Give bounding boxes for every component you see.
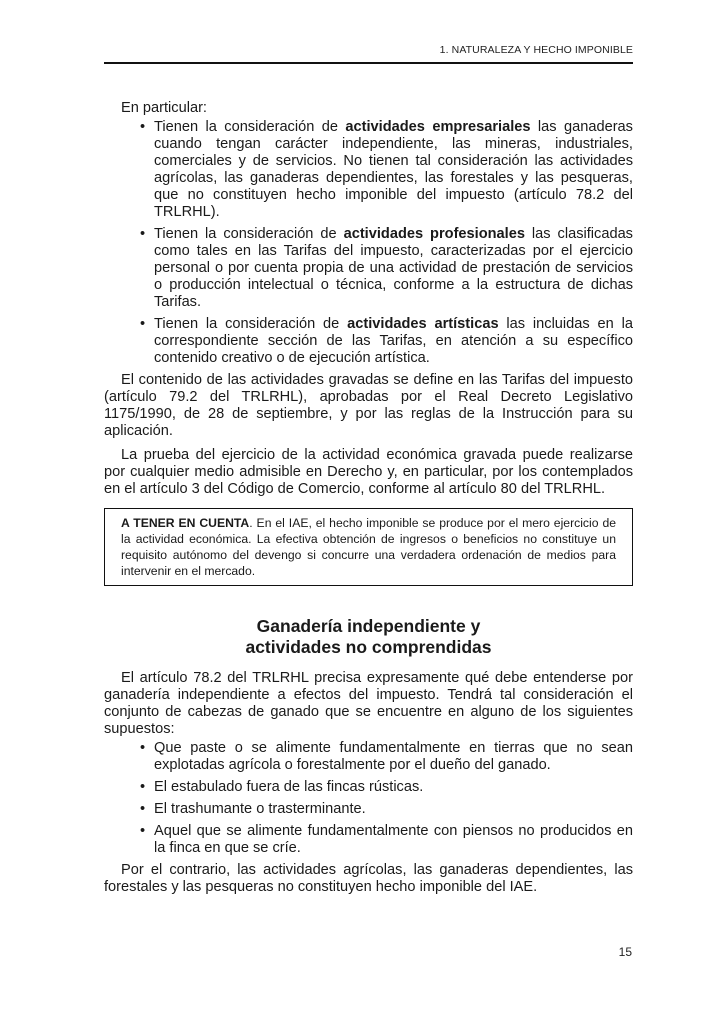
- section-title: [104, 616, 633, 658]
- page-body: [104, 100, 633, 896]
- paragraph: El artículo 78.2 del TRLRHL precisa expresamente qué debe entenderse por ganadería independiente a efectos del impuesto. Tendrá tal consideración el conjunto de cabezas de ganado que se encuentre en alguno de los siguientes supuestos:: [104, 670, 633, 737]
- list-item: • Tienen la consideración de actividades profesionales las clasificadas como tales en las Tarifas del impuesto, caracterizadas por el ejercicio personal o por cuenta propia de una actividad de prestación de servicios o producción intelectual o técnica, conforme a la estructura de dichas Tarifas.: [154, 226, 633, 311]
- section-title-line-1: Ganadería independiente y: [256, 616, 481, 636]
- activities-list: [104, 119, 633, 367]
- running-header: [104, 40, 633, 64]
- list-item: • Aquel que se alimente fundamentalmente con piensos no producidos en la finca en que se críe.: [154, 823, 633, 857]
- intro-paragraph: En particular:: [121, 100, 207, 116]
- list-item: • El trashumante o trasterminante.: [154, 801, 633, 818]
- page-number: 15: [618, 945, 632, 959]
- note-label: A TENER EN CUENTA: [121, 516, 250, 530]
- livestock-cases-list: [104, 740, 633, 857]
- paragraph: Por el contrario, las actividades agrícolas, las ganaderas dependientes, las forestales y las pesqueras no constituyen hecho imponible del IAE.: [104, 862, 633, 895]
- list-item: • El estabulado fuera de las fincas rústicas.: [154, 779, 633, 796]
- section-title-line-2: actividades no comprendidas: [245, 637, 492, 657]
- list-item: • Que paste o se alimente fundamentalmente en tierras que no sean explotadas agrícola o forestalmente por el dueño del ganado.: [154, 740, 633, 774]
- note-box: [104, 508, 633, 586]
- note-text: . En el IAE, el hecho imponible se produce por el mero ejercicio de la actividad económica. La efectiva obtención de ingresos o beneficios no constituye un requisito autónomo del devengo si concurre una verdadera ordenación de medios para intervenir en el mercado.: [121, 516, 616, 578]
- chapter-title: 1. NATURALEZA Y HECHO IMPONIBLE: [439, 44, 633, 56]
- list-item: • Tienen la consideración de actividades artísticas las incluidas en la correspondiente sección de las Tarifas, en atención a su específico contenido creativo o de ejecución artística.: [154, 316, 633, 367]
- paragraph: El contenido de las actividades gravadas se define en las Tarifas del impuesto (artículo 79.2 del TRLRHL), aprobadas por el Real Decreto Legislativo 1175/1990, de 28 de septiembre, y por las reglas de la Instrucción para su aplicación.: [104, 372, 633, 439]
- paragraph: La prueba del ejercicio de la actividad económica gravada puede realizarse por cualquier medio admisible en Derecho y, en particular, por los contemplados en el artículo 3 del Código de Comercio, conforme al artículo 80 del TRLRHL.: [104, 447, 633, 497]
- list-item: • Tienen la consideración de actividades empresariales las ganaderas cuando tengan carácter independiente, las mineras, industriales, comerciales y de servicios. No tienen tal consideración las actividades agrícolas, las ganaderas dependientes, las forestales y las pesqueras, que no constituyen hecho imponible del impuesto (artículo 78.2 del TRLRHL).: [154, 119, 633, 221]
